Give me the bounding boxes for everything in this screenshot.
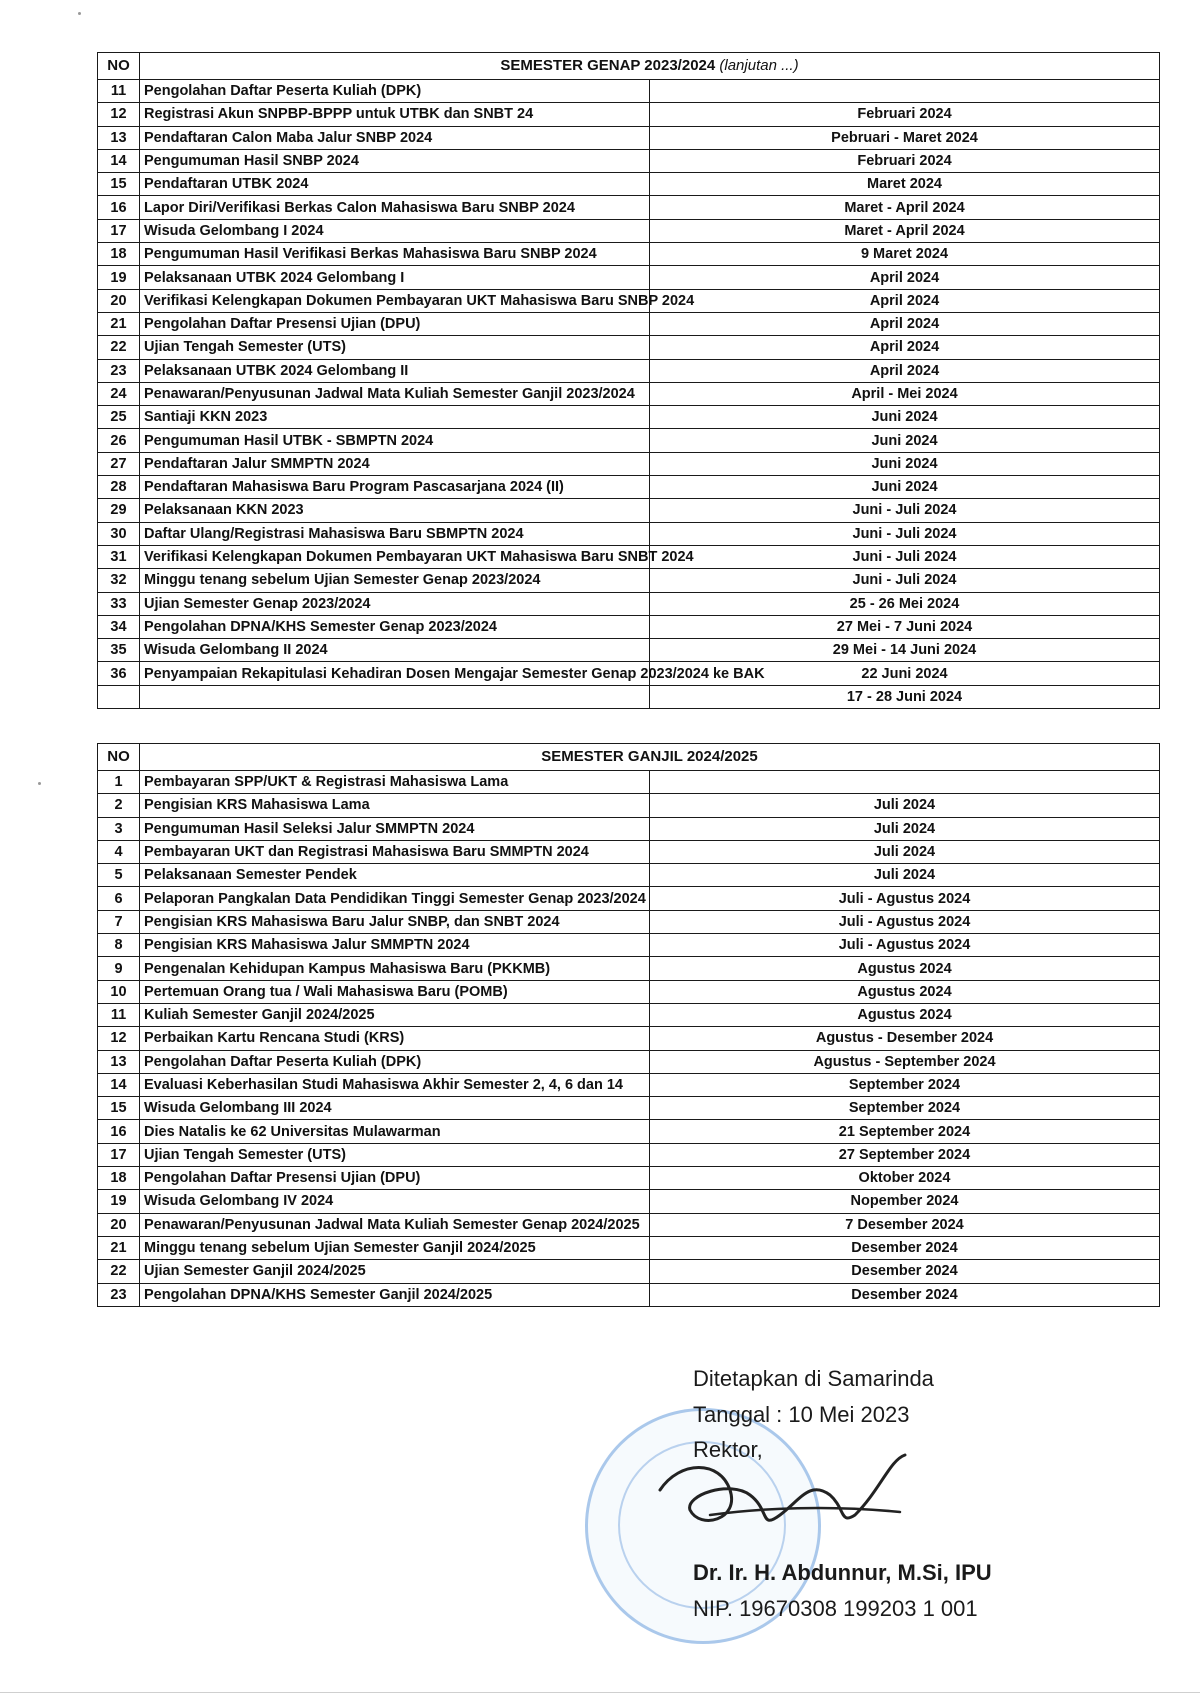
date-cell: 17 - 28 Juni 2024	[650, 685, 1160, 708]
activity-cell: Pengisian KRS Mahasiswa Jalur SMMPTN 2024	[140, 934, 650, 957]
signature-position: Rektor,	[693, 1437, 763, 1462]
activity-cell: Pengenalan Kehidupan Kampus Mahasiswa Baru (PKKMB)	[140, 957, 650, 980]
date-cell: Juli 2024	[650, 864, 1160, 887]
date-cell: 9 Maret 2024	[650, 243, 1160, 266]
row-number: 18	[98, 243, 140, 266]
date-cell: April 2024	[650, 359, 1160, 382]
activity-cell: Wisuda Gelombang II 2024	[140, 639, 650, 662]
row-number: 12	[98, 1027, 140, 1050]
handwritten-signature	[640, 1420, 940, 1560]
date-cell: Juli - Agustus 2024	[650, 910, 1160, 933]
row-number: 34	[98, 615, 140, 638]
table-title	[140, 53, 1160, 80]
activity-cell: Pembayaran SPP/UKT & Registrasi Mahasiswa Lama	[140, 771, 650, 794]
date-cell: 29 Mei - 14 Juni 2024	[650, 639, 1160, 662]
table-row	[98, 476, 1160, 499]
date-cell: 27 Mei - 7 Juni 2024	[650, 615, 1160, 638]
date-cell: Juni - Juli 2024	[650, 499, 1160, 522]
table-row	[98, 149, 1160, 172]
date-cell: Juni 2024	[650, 406, 1160, 429]
page-bottom-rule	[0, 1692, 1200, 1693]
date-cell: Desember 2024	[650, 1283, 1160, 1306]
table-row	[98, 592, 1160, 615]
activity-cell: Evaluasi Keberhasilan Studi Mahasiswa Akhir Semester 2, 4, 6 dan 14	[140, 1073, 650, 1096]
row-number: 1	[98, 771, 140, 794]
activity-cell: Pengumuman Hasil UTBK - SBMPTN 2024	[140, 429, 650, 452]
date-cell: April 2024	[650, 336, 1160, 359]
date-cell: 25 - 26 Mei 2024	[650, 592, 1160, 615]
table-title	[140, 744, 1160, 771]
row-number: 26	[98, 429, 140, 452]
table-row	[98, 196, 1160, 219]
activity-cell: Pertemuan Orang tua / Wali Mahasiswa Baru (POMB)	[140, 980, 650, 1003]
activity-cell: Wisuda Gelombang IV 2024	[140, 1190, 650, 1213]
activity-cell: Lapor Diri/Verifikasi Berkas Calon Mahasiswa Baru SNBP 2024	[140, 196, 650, 219]
row-number: 31	[98, 545, 140, 568]
date-cell: Juli 2024	[650, 817, 1160, 840]
table-row	[98, 522, 1160, 545]
date-cell: Maret 2024	[650, 173, 1160, 196]
activity-cell: Pendaftaran UTBK 2024	[140, 173, 650, 196]
table-row	[98, 887, 1160, 910]
row-number: 17	[98, 1143, 140, 1166]
row-number: 22	[98, 1260, 140, 1283]
date-cell: Juni 2024	[650, 429, 1160, 452]
row-number: 3	[98, 817, 140, 840]
date-cell: Juli 2024	[650, 794, 1160, 817]
row-number: 16	[98, 196, 140, 219]
date-cell: 21 September 2024	[650, 1120, 1160, 1143]
activity-cell: Pendaftaran Mahasiswa Baru Program Pascasarjana 2024 (II)	[140, 476, 650, 499]
activity-cell: Wisuda Gelombang III 2024	[140, 1097, 650, 1120]
date-cell: 27 September 2024	[650, 1143, 1160, 1166]
table-row	[98, 499, 1160, 522]
table-title-text: SEMESTER GENAP 2023/2024	[500, 57, 716, 74]
activity-cell: Pendaftaran Jalur SMMPTN 2024	[140, 452, 650, 475]
row-number: 8	[98, 934, 140, 957]
row-number: 25	[98, 406, 140, 429]
no-column-header: NO	[98, 744, 140, 771]
activity-cell: Pendaftaran Calon Maba Jalur SNBP 2024	[140, 126, 650, 149]
table-row	[98, 452, 1160, 475]
date-cell: Juli - Agustus 2024	[650, 934, 1160, 957]
row-number: 23	[98, 359, 140, 382]
date-cell: September 2024	[650, 1097, 1160, 1120]
activity-cell: Pengolahan Daftar Peserta Kuliah (DPK)	[140, 80, 650, 103]
table-title-text: SEMESTER GANJIL 2024/2025	[541, 748, 758, 765]
date-cell: Juni 2024	[650, 452, 1160, 475]
row-number: 21	[98, 1236, 140, 1259]
date-cell: Juli 2024	[650, 840, 1160, 863]
row-number: 7	[98, 910, 140, 933]
activity-cell: Santiaji KKN 2023	[140, 406, 650, 429]
table-row	[98, 794, 1160, 817]
row-number: 10	[98, 980, 140, 1003]
table-row	[98, 1050, 1160, 1073]
date-cell: Agustus - September 2024	[650, 1050, 1160, 1073]
row-number: 12	[98, 103, 140, 126]
table-header-row	[98, 744, 1160, 771]
row-number: 21	[98, 312, 140, 335]
date-cell: Februari 2024	[650, 103, 1160, 126]
row-number: 15	[98, 173, 140, 196]
activity-cell: Pelaksanaan UTBK 2024 Gelombang II	[140, 359, 650, 382]
row-number: 20	[98, 289, 140, 312]
row-number: 11	[98, 1003, 140, 1026]
row-number	[98, 685, 140, 708]
activity-cell: Pelaksanaan UTBK 2024 Gelombang I	[140, 266, 650, 289]
row-number: 2	[98, 794, 140, 817]
activity-cell: Pelaporan Pangkalan Data Pendidikan Tinggi Semester Genap 2023/2024	[140, 887, 650, 910]
table-row	[98, 864, 1160, 887]
table-row	[98, 289, 1160, 312]
row-number: 5	[98, 864, 140, 887]
table-row	[98, 1167, 1160, 1190]
activity-cell: Perbaikan Kartu Rencana Studi (KRS)	[140, 1027, 650, 1050]
table-row	[98, 1027, 1160, 1050]
activity-cell: Penyampaian Rekapitulasi Kehadiran Dosen Mengajar Semester Genap 2023/2024 ke BAK	[140, 662, 650, 685]
row-number: 29	[98, 499, 140, 522]
activity-cell: Ujian Semester Ganjil 2024/2025	[140, 1260, 650, 1283]
date-cell: Desember 2024	[650, 1236, 1160, 1259]
signatory-nip: NIP. 19670308 199203 1 001	[693, 1596, 978, 1621]
row-number: 35	[98, 639, 140, 662]
row-number: 27	[98, 452, 140, 475]
scan-speck	[38, 782, 41, 785]
table-row	[98, 173, 1160, 196]
activity-cell: Penawaran/Penyusunan Jadwal Mata Kuliah Semester Genap 2024/2025	[140, 1213, 650, 1236]
activity-cell: Daftar Ulang/Registrasi Mahasiswa Baru SBMPTN 2024	[140, 522, 650, 545]
activity-cell: Pengisian KRS Mahasiswa Baru Jalur SNBP, dan SNBT 2024	[140, 910, 650, 933]
row-number: 17	[98, 219, 140, 242]
activity-cell: Minggu tenang sebelum Ujian Semester Genap 2023/2024	[140, 569, 650, 592]
activity-cell: Registrasi Akun SNPBP-BPPP untuk UTBK dan SNBT 24	[140, 103, 650, 126]
table-row	[98, 771, 1160, 794]
date-cell: April - Mei 2024	[650, 382, 1160, 405]
date-cell: Nopember 2024	[650, 1190, 1160, 1213]
table-row	[98, 980, 1160, 1003]
activity-cell: Pembayaran UKT dan Registrasi Mahasiswa Baru SMMPTN 2024	[140, 840, 650, 863]
table-row	[98, 1260, 1160, 1283]
row-number: 11	[98, 80, 140, 103]
activity-cell: Dies Natalis ke 62 Universitas Mulawarman	[140, 1120, 650, 1143]
table-row	[98, 126, 1160, 149]
row-number: 6	[98, 887, 140, 910]
activity-cell: Pengolahan Daftar Peserta Kuliah (DPK)	[140, 1050, 650, 1073]
table-header-row	[98, 53, 1160, 80]
date-cell	[650, 80, 1160, 103]
row-number: 13	[98, 1050, 140, 1073]
activity-cell: Pengumuman Hasil SNBP 2024	[140, 149, 650, 172]
activity-cell: Verifikasi Kelengkapan Dokumen Pembayaran UKT Mahasiswa Baru SNBP 2024	[140, 289, 650, 312]
row-number: 22	[98, 336, 140, 359]
row-number: 32	[98, 569, 140, 592]
row-number: 33	[98, 592, 140, 615]
activity-cell: Pengumuman Hasil Seleksi Jalur SMMPTN 2024	[140, 817, 650, 840]
table-row	[98, 1213, 1160, 1236]
date-cell: April 2024	[650, 289, 1160, 312]
date-cell: Agustus 2024	[650, 957, 1160, 980]
table-row	[98, 266, 1160, 289]
table-row	[98, 1003, 1160, 1026]
date-cell: Juni - Juli 2024	[650, 522, 1160, 545]
activity-cell	[140, 685, 650, 708]
row-number: 28	[98, 476, 140, 499]
date-cell: Agustus - Desember 2024	[650, 1027, 1160, 1050]
table-row	[98, 840, 1160, 863]
table-row	[98, 243, 1160, 266]
table-title-suffix: (lanjutan ...)	[719, 57, 799, 74]
table-row	[98, 103, 1160, 126]
table-row	[98, 359, 1160, 382]
row-number: 23	[98, 1283, 140, 1306]
date-cell: Maret - April 2024	[650, 196, 1160, 219]
date-cell: Juni - Juli 2024	[650, 569, 1160, 592]
table-row	[98, 1236, 1160, 1259]
table-row	[98, 910, 1160, 933]
activity-cell: Ujian Semester Genap 2023/2024	[140, 592, 650, 615]
date-cell: Desember 2024	[650, 1260, 1160, 1283]
row-number: 19	[98, 266, 140, 289]
table-row	[98, 1120, 1160, 1143]
date-cell: 7 Desember 2024	[650, 1213, 1160, 1236]
no-column-header: NO	[98, 53, 140, 80]
activity-cell: Pengolahan DPNA/KHS Semester Ganjil 2024/2025	[140, 1283, 650, 1306]
table-row	[98, 1143, 1160, 1166]
date-cell	[650, 771, 1160, 794]
table-row	[98, 685, 1160, 708]
date-cell: Februari 2024	[650, 149, 1160, 172]
row-number: 13	[98, 126, 140, 149]
row-number: 16	[98, 1120, 140, 1143]
date-cell: September 2024	[650, 1073, 1160, 1096]
table-row	[98, 1073, 1160, 1096]
activity-cell: Ujian Tengah Semester (UTS)	[140, 336, 650, 359]
signatory-name: Dr. Ir. H. Abdunnur, M.Si, IPU	[693, 1560, 992, 1585]
semester-ganjil-table	[97, 743, 1160, 1307]
signature-date: Tanggal : 10 Mei 2023	[693, 1402, 910, 1427]
table-body	[98, 771, 1160, 1307]
row-number: 4	[98, 840, 140, 863]
activity-cell: Pengolahan Daftar Presensi Ujian (DPU)	[140, 312, 650, 335]
date-cell: Juli - Agustus 2024	[650, 887, 1160, 910]
table-row	[98, 545, 1160, 568]
row-number: 14	[98, 149, 140, 172]
table-row	[98, 1190, 1160, 1213]
table-row	[98, 336, 1160, 359]
date-cell: April 2024	[650, 266, 1160, 289]
row-number: 24	[98, 382, 140, 405]
row-number: 14	[98, 1073, 140, 1096]
date-cell: Juni - Juli 2024	[650, 545, 1160, 568]
row-number: 36	[98, 662, 140, 685]
row-number: 30	[98, 522, 140, 545]
scan-speck	[78, 12, 81, 15]
activity-cell: Verifikasi Kelengkapan Dokumen Pembayaran UKT Mahasiswa Baru SNBT 2024	[140, 545, 650, 568]
row-number: 19	[98, 1190, 140, 1213]
activity-cell: Pelaksanaan KKN 2023	[140, 499, 650, 522]
activity-cell: Pengolahan Daftar Presensi Ujian (DPU)	[140, 1167, 650, 1190]
date-cell: Agustus 2024	[650, 1003, 1160, 1026]
date-cell: Juni 2024	[650, 476, 1160, 499]
table-row	[98, 1097, 1160, 1120]
table-row	[98, 382, 1160, 405]
activity-cell: Pelaksanaan Semester Pendek	[140, 864, 650, 887]
table-row	[98, 219, 1160, 242]
table-row	[98, 662, 1160, 685]
activity-cell: Pengumuman Hasil Verifikasi Berkas Mahasiswa Baru SNBP 2024	[140, 243, 650, 266]
table-row	[98, 312, 1160, 335]
table-row	[98, 80, 1160, 103]
table-row	[98, 569, 1160, 592]
date-cell: Agustus 2024	[650, 980, 1160, 1003]
row-number: 9	[98, 957, 140, 980]
row-number: 20	[98, 1213, 140, 1236]
activity-cell: Penawaran/Penyusunan Jadwal Mata Kuliah Semester Ganjil 2023/2024	[140, 382, 650, 405]
date-cell: Oktober 2024	[650, 1167, 1160, 1190]
date-cell: 22 Juni 2024	[650, 662, 1160, 685]
activity-cell: Kuliah Semester Ganjil 2024/2025	[140, 1003, 650, 1026]
semester-genap-table	[97, 52, 1160, 709]
date-cell: April 2024	[650, 312, 1160, 335]
date-cell: Maret - April 2024	[650, 219, 1160, 242]
table-row	[98, 817, 1160, 840]
table-row	[98, 429, 1160, 452]
table-row	[98, 406, 1160, 429]
table-row	[98, 615, 1160, 638]
table-row	[98, 934, 1160, 957]
activity-cell: Minggu tenang sebelum Ujian Semester Ganjil 2024/2025	[140, 1236, 650, 1259]
activity-cell: Ujian Tengah Semester (UTS)	[140, 1143, 650, 1166]
activity-cell: Pengisian KRS Mahasiswa Lama	[140, 794, 650, 817]
activity-cell: Wisuda Gelombang I 2024	[140, 219, 650, 242]
table-row	[98, 1283, 1160, 1306]
table-body	[98, 80, 1160, 709]
date-cell: Pebruari - Maret 2024	[650, 126, 1160, 149]
table-row	[98, 957, 1160, 980]
row-number: 15	[98, 1097, 140, 1120]
signature-place: Ditetapkan di Samarinda	[693, 1366, 934, 1391]
row-number: 18	[98, 1167, 140, 1190]
table-row	[98, 639, 1160, 662]
activity-cell: Pengolahan DPNA/KHS Semester Genap 2023/2024	[140, 615, 650, 638]
